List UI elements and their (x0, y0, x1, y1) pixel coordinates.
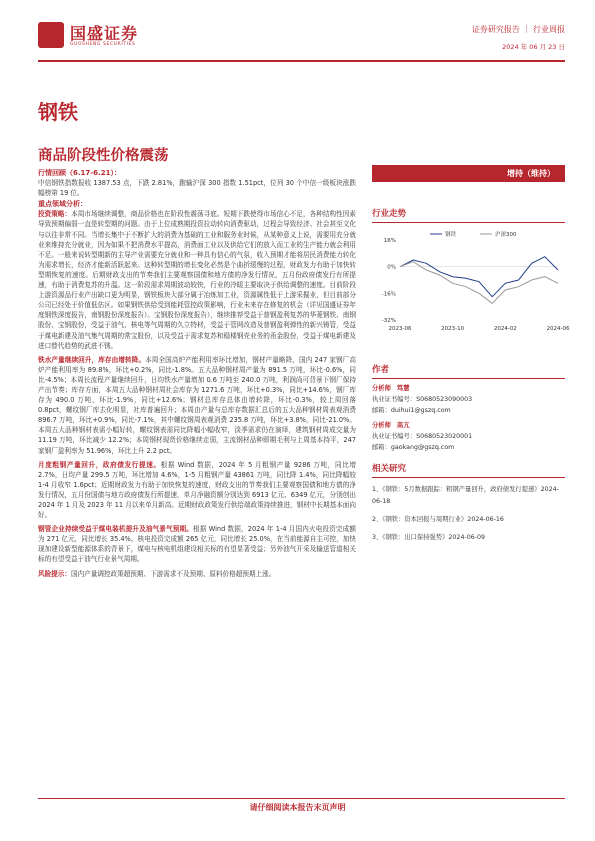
page-title: 钢铁 (38, 100, 78, 124)
main-column (38, 168, 356, 579)
paragraph: 钢管企业持续受益于煤电装机提升及油气景气预期。根据 Wind 数据，2024 年 1-4 月国内火电投资完成额为 271 亿元，同比增长 35.4%。核电投资完成额 265 亿元，同比增长 25.0%，在当前能源自主可控，加快现加建设新型能源体系的背景下，煤电与核电机组建设相关标的有望显著受益；另外油气开采及输送管道相关标的有望受益于油气行业景气周期。 (38, 525, 357, 564)
paragraph: 铁水产量继续回升，库存由增转降。本周全国高炉产能利用率环比增加，钢材产量略降，国内 247 家钢厂高炉产能利用率为 89.8%，环比+0.2%，同比-1.8%。五大品种钢材周产量为 891.5 万吨，环比-0.6%，同比-4.5%；本周长流程产量继续回升，日均铁水产量增加 0.6 万吨至 240.0 万吨，利润尚可背景下钢厂保持产出节奏；库存方面，本周五大品种钢材周社会库存为 1271.6 万吨，环比+0.3%，同比+14.6%，钢厂库存为 490.0 万吨，环比-1.9%，同比+12.6%；钢材总库存总体由增转降，环比-0.3%，较上周回落 0.8pct，螺纹钢厂库去化明显，社库普遍回升；本周由产量与总库存数据汇总后的五大品种钢材周表观消费 896.7 万吨，环比+0.9%，同比-7.1%，其中螺纹钢周表观消费 235.8 万吨，环比+3.8%，同比-21.0%。本周五大品种钢材表需小幅好转，螺纹钢表需同比降幅小幅收窄，淡季需求仍在演绎，建筑钢材周成交量为 11.19 万吨，环比减少 12.2%；本周钢材现货价格继续走弱，主流钢材品种即期毛利与上周基本持平，247 家钢厂盈利率为 51.96%，环比上升 2.2 pct。 (38, 355, 357, 455)
trend-chart (372, 228, 570, 340)
page-subtitle: 商品阶段性价格震荡 (38, 148, 169, 164)
related-list (372, 484, 562, 544)
footer-disclaimer: 请仔细阅读本报告末页声明 (249, 803, 346, 812)
series-line-1 (400, 257, 558, 297)
y-tick-label: -32% (381, 318, 396, 324)
company-name-cn: 国盛证券 (70, 24, 139, 43)
paragraph: 风险提示：国内产量调控政策超预期、下游需求不及预期、原料价格超预期上涨。 (38, 569, 276, 578)
author-block: 分析师 笃慧 执业证书编号：S0680523090003 邮箱：duihui1@gszq.com 分析师 高亢 执业证书编号：S0680523020001 邮箱：gaokang@gszq.com (372, 385, 473, 451)
y-tick-label: -16% (381, 291, 396, 298)
market-text: 中信钢铁指数报收 1387.53 点，下跌 2.81%，跑输沪深 300 指数 1.51pct，位列 30 个中信一级板块涨跌幅榜第 19 位。 (38, 179, 356, 198)
related-heading: 相关研究 (372, 462, 565, 478)
header-divider (38, 60, 565, 62)
footer-divider (38, 798, 565, 799)
x-tick-label: 2024-02 (493, 326, 517, 332)
related-item[interactable]: 3、《钢铁：出口保持强势》2024-06-09 (372, 534, 486, 541)
y-tick-label: 0% (387, 264, 396, 271)
x-tick-label: 2023-06 (388, 326, 412, 332)
y-tick-label: 16% (383, 238, 396, 244)
x-tick-label: 2023-10 (441, 326, 465, 332)
company-logo-icon (38, 22, 64, 48)
x-tick-label: 2024-06 (546, 326, 570, 332)
report-date: 2024 年 06 月 23 日 (502, 43, 565, 51)
related-item[interactable]: 2、《钢铁：资本回报与周期行业》2024-06-16 (372, 516, 504, 523)
market-heading: 行情回顾（6.17-6.21）： (38, 169, 121, 177)
trend-heading: 行业走势 (372, 207, 565, 223)
related-item[interactable]: 1、《钢铁：5月数据跟踪：粗钢产量回升，政府债发行提速》2024-06-18 (372, 486, 559, 505)
viewpoint-heading: 重点领域分析： (38, 200, 87, 209)
authors-heading: 作者 (372, 363, 565, 379)
legend-label: 钢铁 (445, 232, 457, 238)
legend-label: 沪深300 (495, 232, 517, 238)
rating-badge: 增持（维持） (372, 165, 565, 182)
series-line-2 (400, 262, 558, 304)
company-name-en: GUOSHENG SECURITIES (70, 42, 136, 47)
report-type: 证券研究报告 ｜ 行业周报 (471, 25, 565, 34)
paragraph: 月度粗钢产量回升，政府债发行提速。根据 Wind 数据，2024 年 5 月粗钢产量 9286 万吨，同比增 2.7%，日均产量 299.5 万吨，环比增加 4.6%，1-5 月粗钢产量 43861 万吨，同比降 1.4%，同比降幅较 1-4 月收窄 1.6pct；近期财政发力有助于加快恢复的速度，财政支出的节奏我们主要观察国债和地方债的净发行情况，五月份国债与地方政府债发行所提速，单月净融资额分别达到 6913 亿元、6349 亿元，分别创出 2024 年 1 月及 2023 年 11 月以来单月新高。近期财政政策发行供给端政策持续推进，钢材中长期基本面向好。 (38, 460, 357, 520)
paragraph: 投资策略：本周市场继续调整，商品价格也在阶段性震荡寻底。短期下跌使得市场信心不足，各种结构性因素导致预期偏弱一直是转型期的问题。由于上位成熟期投资拉动转向消费驱动，过程会导致经济、社会甚至文化与以往非常不同。当增长集中于不断扩大的消费为基础的工业和服务业时候，从某种意义上说，需要用充分就业来维持充分就业，因为如果不把消费水平提高，消费面工业以及供给它们的放入而工业的生产能力就会利用不足。一般来说转型期新的主导产业需要充分就业和一种具有信心的气氛，收入预期才能将居民消费能力转化为需求增长，经济才能新活跃起来。这种转型期的增长变化必然是个曲折缓慢的过程，财政发力有助于加快转型期恢复的速度。后期财政支出的节奏我们主要观察国债和地方债的净发行情况，五月份政府债发行有所提速，有助于消费复苏的升温。这一阶段需求周期波动较快，行业的冷暖主要取决于供给调整的速度。目前阶段上游资源品行业产出缺口更为明显，钢铁板块大部分属于冶炼加工业，资源属性低于上游采掘业，但目前部分公司已经处于价值低估区。如果钢铁供给受到能耗管控政策影响，行业未来存在修复的机会（详见国盛证券年度钢铁深度报告，南钢股份深度报告）。宝钢股份深度报告），继续推荐受益于普钢盈利复苏的华菱钢铁、南钢股份、宝钢股份，受益于油气、核电等气周期的久立特材，受益于管网改造及普钢盈利弹性的新兴铸管，受益于煤电新建及油气集气周期的常宝股份，以及受益于需求复苏和稳楼钢壳业务的甬金股份，受益于煤电新建及进口替代趋势的武进不锈。 (38, 210, 357, 350)
